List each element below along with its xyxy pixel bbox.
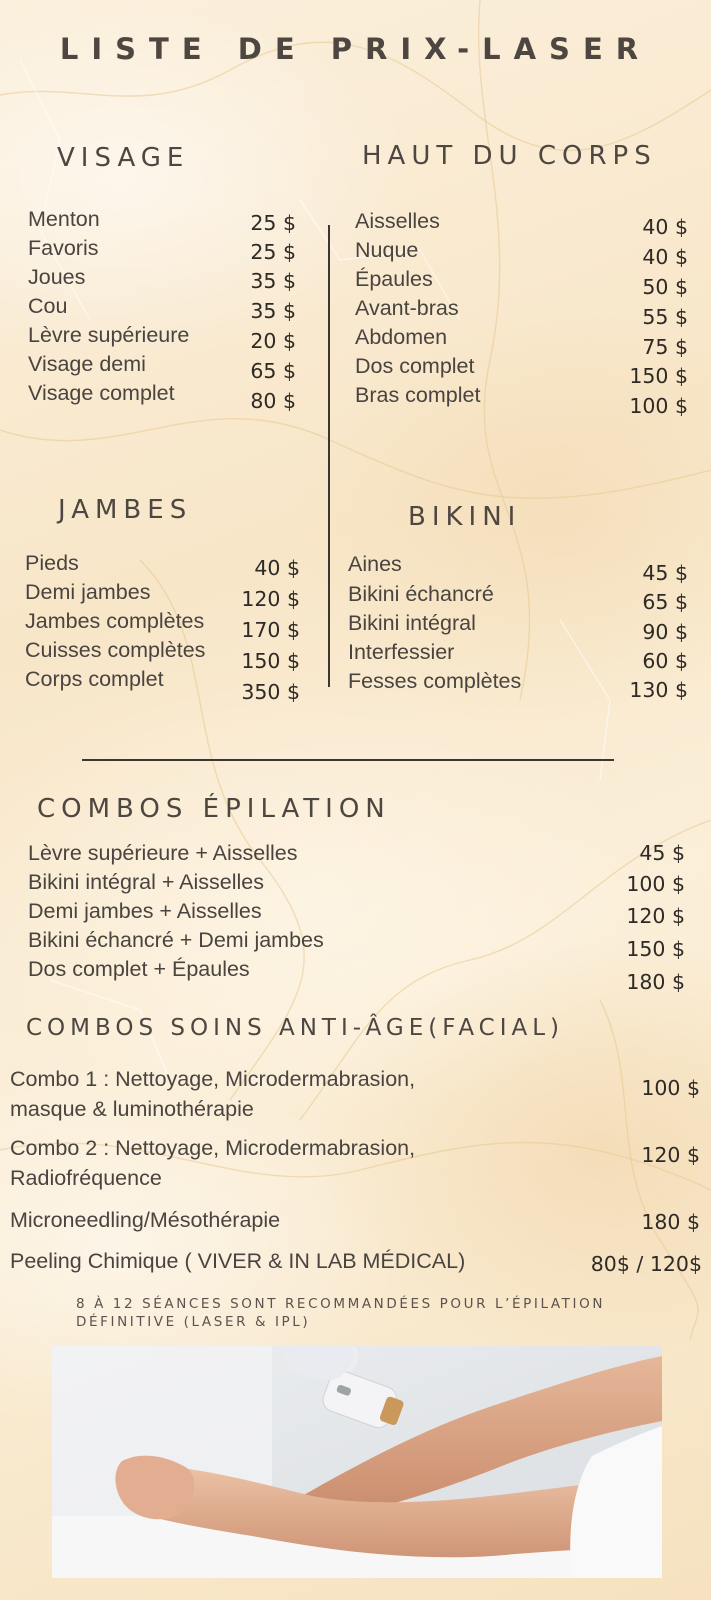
- list-item: Abdomen: [355, 325, 448, 349]
- price: 25 $: [250, 240, 296, 264]
- column-divider: [328, 225, 330, 687]
- list-item: Visage complet: [28, 381, 175, 405]
- price: 40 $: [642, 215, 688, 239]
- price: 50 $: [642, 275, 688, 299]
- list-item: Bikini échancré: [348, 582, 494, 606]
- list-item: Bras complet: [355, 383, 481, 407]
- list-item-continued: Radiofréquence: [10, 1166, 162, 1190]
- list-item: Favoris: [28, 236, 99, 260]
- price: 170 $: [241, 618, 300, 642]
- list-item: Combo 1 : Nettoyage, Microdermabrasion,: [10, 1067, 416, 1091]
- price: 100 $: [629, 394, 688, 418]
- recommendation-note: 8 À 12 SÉANCES SONT RECOMMANDÉES POUR L’ÉPILATION DÉFINITIVE (LASER & IPL): [76, 1296, 606, 1330]
- list-item: Corps complet: [25, 667, 164, 691]
- list-item: Aines: [348, 552, 402, 576]
- price: 130 $: [629, 678, 688, 702]
- price: 45 $: [639, 841, 685, 865]
- price: 75 $: [642, 335, 688, 359]
- price: 25 $: [250, 211, 296, 235]
- list-item: Avant-bras: [355, 296, 459, 320]
- price: 35 $: [250, 299, 296, 323]
- price: 20 $: [250, 329, 296, 353]
- list-item: Jambes complètes: [25, 609, 205, 633]
- price: 150 $: [241, 649, 300, 673]
- list-item: Lèvre supérieure + Aisselles: [28, 841, 298, 865]
- price: 120 $: [241, 587, 300, 611]
- section-divider: [82, 759, 614, 761]
- list-item: Bikini intégral + Aisselles: [28, 870, 265, 894]
- price: 65 $: [250, 359, 296, 383]
- list-item: Nuque: [355, 238, 419, 262]
- section-title-jambes: JAMBES: [58, 495, 193, 525]
- price: 180 $: [626, 970, 685, 994]
- laser-treatment-photo: [52, 1346, 662, 1578]
- list-item: Microneedling/Mésothérapie: [10, 1208, 281, 1232]
- list-item: Joues: [28, 265, 86, 289]
- price: 40 $: [642, 245, 688, 269]
- price: 100 $: [641, 1076, 700, 1100]
- price: 80$ / 120$: [590, 1252, 702, 1276]
- list-item: Menton: [28, 207, 100, 231]
- price: 55 $: [642, 305, 688, 329]
- page-title: LISTE DE PRIX-LASER: [59, 32, 652, 66]
- list-item: Cou: [28, 294, 68, 318]
- list-item: Bikini échancré + Demi jambes: [28, 928, 324, 952]
- price: 40 $: [254, 556, 300, 580]
- price: 120 $: [641, 1143, 700, 1167]
- price: 120 $: [626, 904, 685, 928]
- price: 90 $: [642, 620, 688, 644]
- price: 65 $: [642, 590, 688, 614]
- section-title-visage: VISAGE: [57, 143, 190, 173]
- section-title-combos-soins: COMBOS SOINS ANTI-ÂGE(FACIAL): [26, 1015, 565, 1041]
- list-item: Peeling Chimique ( VIVER & IN LAB MÉDICAL): [10, 1249, 466, 1273]
- list-item: Visage demi: [28, 352, 146, 376]
- list-item: Lèvre supérieure: [28, 323, 190, 347]
- price: 180 $: [641, 1210, 700, 1234]
- price: 45 $: [642, 561, 688, 585]
- list-item: Bikini intégral: [348, 611, 476, 635]
- section-title-haut-du-corps: HAUT DU CORPS: [362, 141, 657, 171]
- list-item: Épaules: [355, 267, 433, 291]
- section-title-combos-epilation: COMBOS ÉPILATION: [37, 794, 391, 824]
- legs-laser-illustration: [52, 1346, 662, 1578]
- list-item: Aisselles: [355, 209, 440, 233]
- price: 150 $: [626, 937, 685, 961]
- list-item: Dos complet: [355, 354, 475, 378]
- list-item: Pieds: [25, 551, 79, 575]
- section-title-bikini: BIKINI: [408, 502, 522, 532]
- price: 60 $: [642, 649, 688, 673]
- price: 350 $: [241, 680, 300, 704]
- price: 100 $: [626, 872, 685, 896]
- list-item: Combo 2 : Nettoyage, Microdermabrasion,: [10, 1136, 416, 1160]
- list-item: Demi jambes: [25, 580, 151, 604]
- price: 150 $: [629, 364, 688, 388]
- list-item: Cuisses complètes: [25, 638, 206, 662]
- list-item: Dos complet + Épaules: [28, 957, 250, 981]
- list-item: Demi jambes + Aisselles: [28, 899, 262, 923]
- price: 35 $: [250, 269, 296, 293]
- list-item: Interfessier: [348, 640, 455, 664]
- list-item-continued: masque & luminothérapie: [10, 1097, 254, 1121]
- list-item: Fesses complètes: [348, 669, 522, 693]
- price: 80 $: [250, 389, 296, 413]
